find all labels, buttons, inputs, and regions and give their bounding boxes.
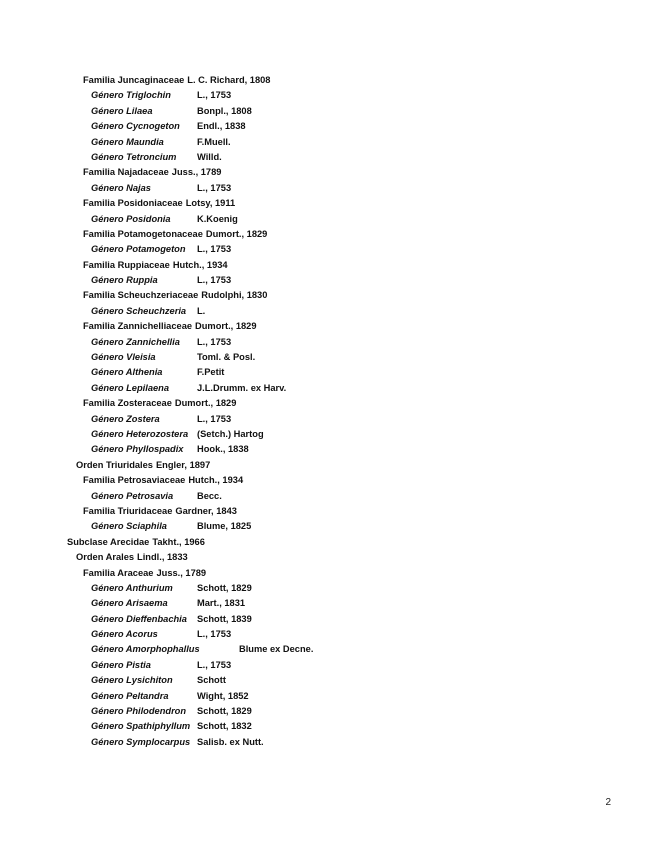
taxon-name: Género Sciaphila [91, 521, 167, 532]
taxon-row-genero [0, 658, 655, 673]
taxon-author: Juss., 1789 [156, 567, 207, 578]
taxon-row-genero [0, 442, 655, 457]
taxon-name: Género Cycnogeton [91, 121, 180, 132]
taxon-row-genero [0, 88, 655, 103]
taxon-author: Lotsy, 1911 [185, 198, 236, 209]
taxon-author: Dumort., 1829 [205, 228, 268, 239]
taxon-name: Familia Araceae [83, 567, 154, 578]
taxon-author: Bonpl., 1808 [197, 105, 252, 116]
taxon-name: Familia Petrosaviaceae [83, 475, 186, 486]
taxon-row-genero [0, 489, 655, 504]
taxon-author: L., 1753 [197, 659, 232, 670]
taxon-row-orden [0, 550, 655, 565]
taxon-author: Mart., 1831 [197, 598, 246, 609]
taxon-row-familia [0, 227, 655, 242]
taxon-row-genero [0, 181, 655, 196]
taxon-row-genero [0, 350, 655, 365]
taxon-name: Género Peltandra [91, 690, 169, 701]
taxon-row-genero [0, 412, 655, 427]
taxon-name: Familia Potamogetonaceae [83, 228, 203, 239]
taxon-name: Familia Juncaginaceae [83, 75, 185, 85]
taxon-author: L. [197, 305, 206, 316]
taxon-author: Dumort., 1829 [174, 398, 237, 409]
taxon-name: Género Heterozostera [91, 428, 189, 439]
taxon-name: Subclase Arecidae [67, 536, 150, 547]
taxon-author: Becc. [197, 490, 222, 501]
taxon-name: Familia Scheuchzeriaceae [83, 290, 199, 301]
taxon-author: Schott [197, 675, 226, 686]
taxon-row-familia [0, 473, 655, 488]
taxon-author: Schott, 1829 [197, 582, 252, 593]
taxon-author: L., 1753 [197, 90, 232, 101]
taxon-name: Género Tetroncium [91, 151, 177, 162]
taxon-row-genero [0, 119, 655, 134]
taxon-author: Toml. & Posl. [197, 352, 256, 363]
taxon-author: Hutch., 1934 [172, 259, 228, 270]
page-number: 2 [605, 797, 611, 808]
taxon-author: Blume, 1825 [197, 521, 252, 532]
taxon-row-genero [0, 735, 655, 750]
taxon-author: Endl., 1838 [197, 121, 246, 132]
taxon-name: Género Amorphophallus [91, 644, 200, 655]
taxon-author: Wight, 1852 [197, 690, 249, 701]
taxon-name: Género Lepilaena [91, 382, 170, 393]
taxon-name: Género Acorus [91, 629, 158, 640]
taxon-name: Género Triglochin [91, 90, 171, 101]
taxon-name: Género Althenia [91, 367, 163, 378]
taxon-row-genero [0, 365, 655, 380]
taxon-author: Hutch., 1934 [188, 475, 244, 486]
taxon-name: Género Posidonia [91, 213, 171, 224]
taxon-row-subclase [0, 535, 655, 550]
taxon-name: Género Najas [91, 182, 151, 193]
taxon-name: Género Ruppia [91, 275, 158, 286]
taxon-name: Género Phyllospadix [91, 444, 184, 455]
taxon-row-genero [0, 212, 655, 227]
taxon-row-familia [0, 165, 655, 180]
taxon-author: Schott, 1839 [197, 613, 252, 624]
taxon-row-genero [0, 150, 655, 165]
taxon-row-familia [0, 196, 655, 211]
taxon-row-familia [0, 504, 655, 519]
taxon-row-familia [0, 396, 655, 411]
taxon-row-genero [0, 719, 655, 734]
taxon-author: L. C. Richard, 1808 [187, 75, 271, 85]
taxon-name: Género Maundia [91, 136, 164, 147]
taxon-name: Género Potamogeton [91, 244, 186, 255]
taxon-row-genero [0, 104, 655, 119]
taxon-name: Orden Arales [76, 552, 135, 563]
taxon-name: Género Arisaema [91, 598, 168, 609]
taxon-name: Género Zannichellia [91, 336, 180, 347]
taxon-name: Género Anthurium [91, 582, 173, 593]
taxon-name: Género Lysichiton [91, 675, 173, 686]
taxon-author: (Setch.) Hartog [197, 428, 264, 439]
taxon-name: Orden Triuridales [76, 459, 153, 470]
taxon-row-genero [0, 381, 655, 396]
taxon-name: Familia Najadaceae [83, 167, 169, 178]
taxon-author: K.Koenig [197, 213, 238, 224]
taxon-author: Schott, 1829 [197, 706, 252, 717]
taxon-name: Género Zostera [91, 413, 160, 424]
taxon-name: Familia Ruppiaceae [83, 259, 170, 270]
taxon-author: Blume ex Decne. [239, 644, 314, 655]
taxon-name: Género Dieffenbachia [91, 613, 187, 624]
taxon-row-familia [0, 566, 655, 581]
taxon-name: Género Pistia [91, 659, 151, 670]
taxon-author: Juss., 1789 [171, 167, 222, 178]
taxon-row-familia [0, 258, 655, 273]
taxon-author: L., 1753 [197, 275, 232, 286]
taxon-row-genero [0, 689, 655, 704]
taxon-row-genero [0, 427, 655, 442]
taxon-author: Schott, 1832 [197, 721, 252, 732]
taxon-row-familia [0, 73, 655, 88]
taxon-row-genero [0, 135, 655, 150]
taxon-name: Género Vleisia [91, 352, 156, 363]
taxon-name: Género Lilaea [91, 105, 153, 116]
taxon-row-genero [0, 642, 655, 657]
taxon-row-genero [0, 335, 655, 350]
taxon-author: F.Petit [197, 367, 225, 378]
taxon-author: Dumort., 1829 [195, 321, 257, 332]
taxon-author: Hook., 1838 [197, 444, 249, 455]
taxon-author: Salisb. ex Nutt. [197, 736, 264, 747]
taxon-row-genero [0, 519, 655, 534]
taxon-author: F.Muell. [197, 136, 231, 147]
taxon-name: Familia Zannichelliaceae [83, 321, 193, 332]
taxon-name: Familia Triuridaceae [83, 505, 173, 516]
taxon-author: Engler, 1897 [155, 459, 211, 470]
taxon-row-familia [0, 319, 655, 334]
taxon-row-genero [0, 704, 655, 719]
taxon-name: Género Petrosavia [91, 490, 174, 501]
taxon-author: L., 1753 [197, 413, 232, 424]
taxon-name: Género Symplocarpus [91, 736, 191, 747]
taxon-row-genero [0, 273, 655, 288]
taxon-name: Género Spathiphyllum [91, 721, 191, 732]
taxon-author: Willd. [197, 151, 222, 162]
taxon-name: Familia Zosteraceae [83, 398, 172, 409]
taxon-row-genero [0, 304, 655, 319]
taxon-author: L., 1753 [197, 336, 232, 347]
taxon-row-genero [0, 596, 655, 611]
taxon-row-genero [0, 673, 655, 688]
taxon-row-orden [0, 458, 655, 473]
taxon-row-genero [0, 581, 655, 596]
taxon-name: Género Philodendron [91, 706, 187, 717]
taxon-author: J.L.Drumm. ex Harv. [197, 382, 287, 393]
taxon-author: L., 1753 [197, 182, 232, 193]
taxon-row-genero [0, 627, 655, 642]
taxon-author: Rudolphi, 1830 [201, 290, 268, 301]
taxon-name: Género Scheuchzeria [91, 305, 187, 316]
taxon-name: Familia Posidoniaceae [83, 198, 183, 209]
taxon-author: Lindl., 1833 [137, 552, 188, 563]
taxon-author: Takht., 1966 [152, 536, 205, 547]
taxon-author: Gardner, 1843 [175, 505, 237, 516]
taxon-author: L., 1753 [197, 244, 232, 255]
taxon-row-genero [0, 242, 655, 257]
taxon-row-familia [0, 288, 655, 303]
taxon-row-genero [0, 612, 655, 627]
taxon-author: L., 1753 [197, 629, 232, 640]
taxonomy-list [0, 73, 655, 750]
